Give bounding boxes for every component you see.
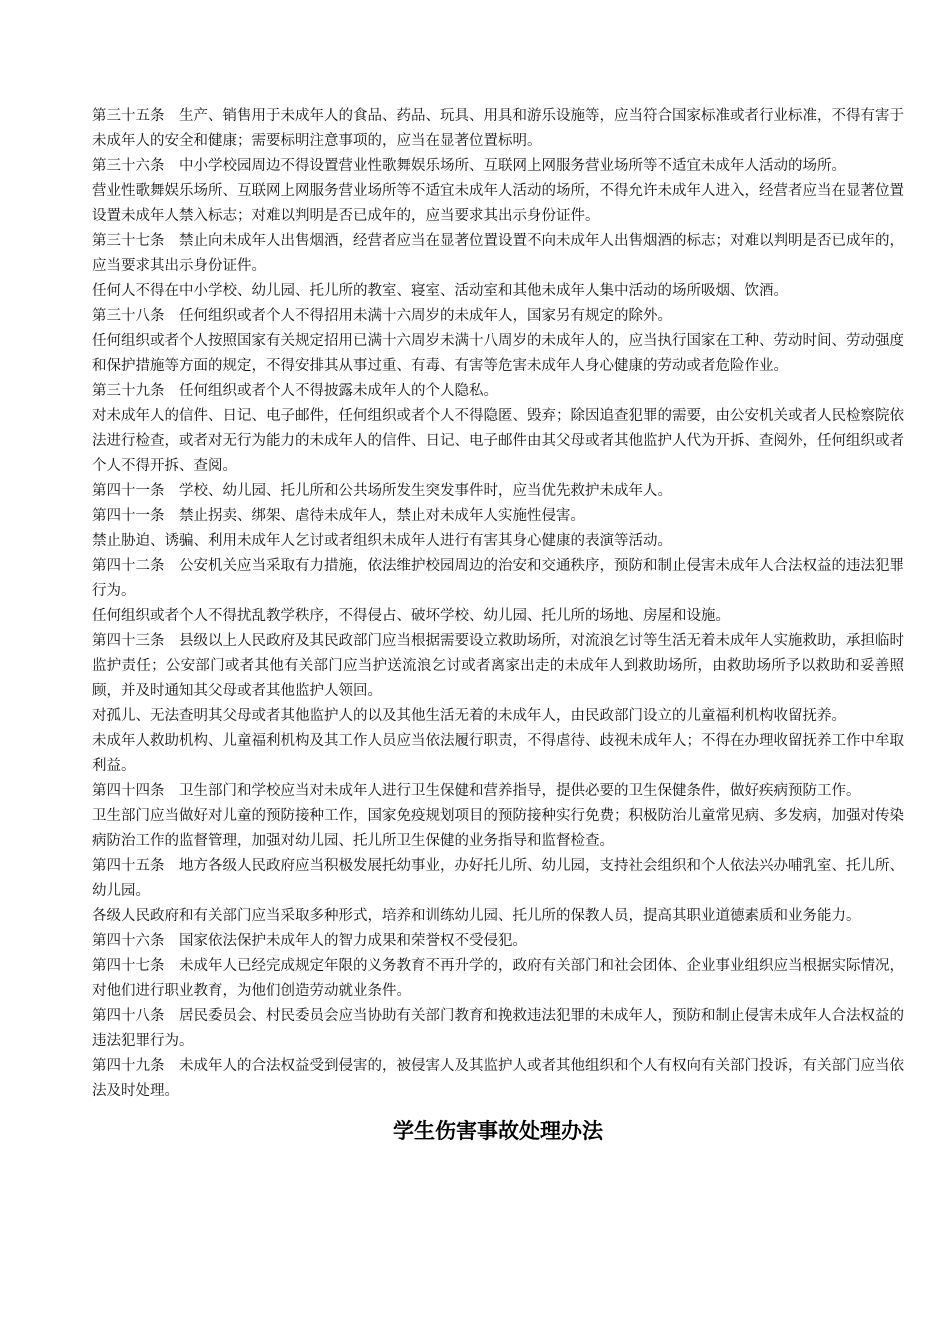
- article-paragraph: 禁止胁迫、诱骗、利用未成年人乞讨或者组织未成年人进行有害其身心健康的表演等活动。: [92, 533, 672, 549]
- article-paragraph: 第三十六条 中小学校园周边不得设置营业性歌舞娱乐场所、互联网上网服务营业场所等不适宜未成年人活动的场所。: [92, 158, 846, 174]
- article-paragraph: 第四十二条 公安机关应当采取有力措施，依法维护校园周边的治安和交通秩序，预防和制止侵害未成年人合法权益的违法犯罪行为。: [92, 558, 904, 599]
- article-paragraph: 第四十六条 国家依法保护未成年人的智力成果和荣誉权不受侵犯。: [92, 933, 527, 949]
- article-paragraph: 营业性歌舞娱乐场所、互联网上网服务营业场所等不适宜未成年人活动的场所，不得允许未成年人进入，经营者应当在显著位置设置未成年人禁入标志；对难以判明是否已成年的，应当要求其出示身份证件。: [92, 183, 904, 224]
- article-paragraph: 第四十七条 未成年人已经完成规定年限的义务教育不再升学的，政府有关部门和社会团体、企业事业组织应当根据实际情况，对他们进行职业教育，为他们创造劳动就业条件。: [92, 958, 904, 999]
- article-paragraph: 第四十一条 学校、幼儿园、托儿所和公共场所发生突发事件时，应当优先救护未成年人。: [92, 483, 672, 499]
- article-paragraph: 第四十八条 居民委员会、村民委员会应当协助有关部门教育和挽救违法犯罪的未成年人，预防和制止侵害未成年人合法权益的违法犯罪行为。: [92, 1008, 904, 1049]
- article-paragraph: 第三十七条 禁止向未成年人出售烟酒，经营者应当在显著位置设置不向未成年人出售烟酒的标志；对难以判明是否已成年的，应当要求其出示身份证件。: [92, 233, 904, 274]
- article-paragraph: 第四十一条 禁止拐卖、绑架、虐待未成年人，禁止对未成年人实施性侵害。: [92, 508, 585, 524]
- document-page: [92, 104, 904, 1146]
- article-paragraph: 第三十五条 生产、销售用于未成年人的食品、药品、玩具、用具和游乐设施等，应当符合国家标准或者行业标准，不得有害于未成年人的安全和健康；需要标明注意事项的，应当在显著位置标明。: [92, 108, 904, 149]
- article-paragraph: 各级人民政府和有关部门应当采取多种形式，培养和训练幼儿园、托儿所的保教人员，提高其职业道德素质和业务能力。: [92, 908, 861, 924]
- section-title: 学生伤害事故处理办法: [393, 1119, 603, 1143]
- article-paragraph: 第四十三条 县级以上人民政府及其民政部门应当根据需要设立救助场所，对流浪乞讨等生活无着未成年人实施救助，承担临时监护责任；公安部门或者其他有关部门应当护送流浪乞讨或者离家出走的未成年人到救助场所，由救助场所予以救助和妥善照顾，并及时通知其父母或者其他监护人领回。: [92, 633, 904, 699]
- article-paragraph: 第三十八条 任何组织或者个人不得招用未满十六周岁的未成年人，国家另有规定的除外。: [92, 308, 672, 324]
- article-paragraph: 对孤儿、无法查明其父母或者其他监护人的以及其他生活无着的未成年人，由民政部门设立的儿童福利机构收留抚养。: [92, 708, 846, 724]
- article-paragraph: 任何组织或者个人不得扰乱教学秩序，不得侵占、破坏学校、幼儿园、托儿所的场地、房屋和设施。: [92, 608, 730, 624]
- article-paragraph: 卫生部门应当做好对儿童的预防接种工作，国家免疫规划项目的预防接种实行免费；积极防治儿童常见病、多发病，加强对传染病防治工作的监督管理，加强对幼儿园、托儿所卫生保健的业务指导和监督检查。: [92, 808, 904, 849]
- article-paragraph: 第四十五条 地方各级人民政府应当积极发展托幼事业，办好托儿所、幼儿园，支持社会组织和个人依法兴办哺乳室、托儿所、幼儿园。: [92, 858, 904, 899]
- article-paragraph: 任何人不得在中小学校、幼儿园、托儿所的教室、寝室、活动室和其他未成年人集中活动的场所吸烟、饮酒。: [92, 283, 788, 299]
- article-paragraph: 第四十四条 卫生部门和学校应当对未成年人进行卫生保健和营养指导，提供必要的卫生保健条件，做好疾病预防工作。: [92, 783, 861, 799]
- article-paragraph: 任何组织或者个人按照国家有关规定招用已满十六周岁未满十八周岁的未成年人的，应当执行国家在工种、劳动时间、劳动强度和保护措施等方面的规定，不得安排其从事过重、有毒、有害等危害未成年人身心健康的劳动或者危险作业。: [92, 333, 904, 374]
- article-list: [92, 104, 904, 1104]
- article-paragraph: 第四十九条 未成年人的合法权益受到侵害的，被侵害人及其监护人或者其他组织和个人有权向有关部门投诉，有关部门应当依法及时处理。: [92, 1058, 904, 1099]
- article-paragraph: 第三十九条 任何组织或者个人不得披露未成年人的个人隐私。: [92, 383, 498, 399]
- article-paragraph: 对未成年人的信件、日记、电子邮件，任何组织或者个人不得隐匿、毁弃；除因追查犯罪的需要，由公安机关或者人民检察院依法进行检查，或者对无行为能力的未成年人的信件、日记、电子邮件由其父母或者其他监护人代为开拆、查阅外，任何组织或者个人不得开拆、查阅。: [92, 408, 904, 474]
- article-paragraph: 未成年人救助机构、儿童福利机构及其工作人员应当依法履行职责，不得虐待、歧视未成年人；不得在办理收留抚养工作中牟取利益。: [92, 733, 904, 774]
